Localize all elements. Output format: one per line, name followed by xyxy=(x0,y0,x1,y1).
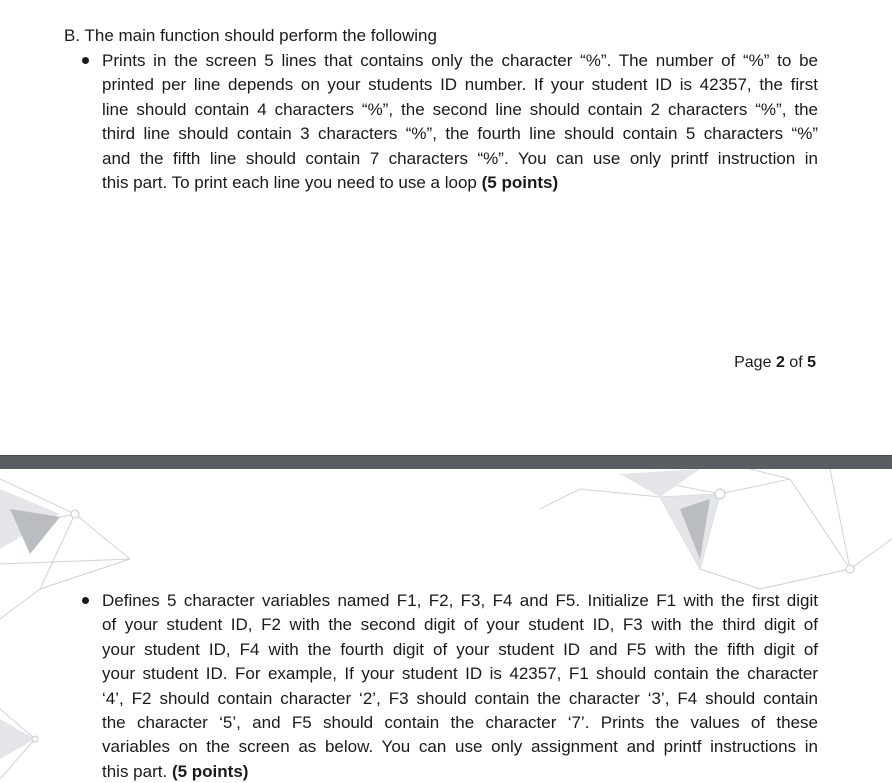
text-line: this part. xyxy=(102,761,168,781)
total-pages: 5 xyxy=(807,354,816,371)
text-line: Prints in the screen 5 lines that contains only the character “%”. The number of “%” to be xyxy=(102,51,818,70)
text-line: line should contain 4 characters “%”, the second line should contain 2 characters “%”, the xyxy=(102,99,818,119)
text-line: variables on the screen as below. You can use only assignment and printf instructions in xyxy=(102,737,818,757)
text-line: Defines 5 character variables named F1, F2, F3, F4 and F5. Initialize F1 with the first digit xyxy=(102,591,818,610)
page-separator xyxy=(0,455,892,470)
points-label: (5 points) xyxy=(481,173,559,193)
text-line-last xyxy=(102,171,818,195)
text-line: of your student ID, F2 with the second digit of your student ID, F3 with the third digit of xyxy=(102,615,818,635)
text-line: your student ID. For example, If your student ID is 42357, F1 should contain the character xyxy=(102,664,818,684)
text-line: third line should contain 3 characters “%”, the fourth line should contain 5 characters “%” xyxy=(102,124,818,144)
page-word: Page xyxy=(734,354,772,371)
bullet-2-text xyxy=(102,589,818,783)
points-label: (5 points) xyxy=(171,761,249,781)
text-line: ‘4’, F2 should contain character ‘2’, F3 should contain the character ‘3’, F4 should contain xyxy=(102,688,818,708)
text-line: your student ID, F4 with the fourth digit of your student ID and F5 with the fifth digit of xyxy=(102,639,818,659)
text-line: and the fifth line should contain 7 characters “%”. You can use only printf instruction in xyxy=(102,148,818,168)
of-word: of xyxy=(789,354,803,371)
text-line: this part. To print each line you need to use a loop xyxy=(102,173,477,193)
bullet-dot xyxy=(82,57,89,64)
text-line: printed per line depends on your students ID number. If your student ID is 42357, the first xyxy=(102,75,818,95)
bullet-dot xyxy=(82,597,89,604)
section-b-heading: B. The main function should perform the following xyxy=(64,26,437,45)
text-line: the character ‘5’, and F5 should contain the character ‘7’. Prints the values of these xyxy=(102,713,818,733)
text-line-last xyxy=(102,760,818,783)
page-number xyxy=(734,352,816,374)
bullet-1-text xyxy=(102,49,818,195)
current-page: 2 xyxy=(775,354,785,371)
document-page-3 xyxy=(0,469,892,783)
